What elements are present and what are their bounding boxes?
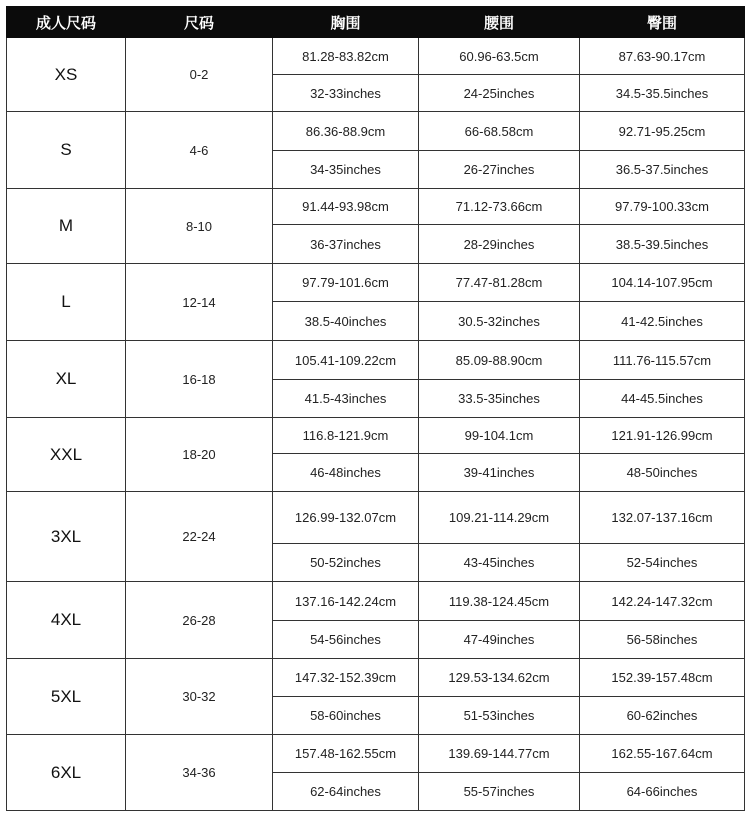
waist-inches: 51-53inches (419, 697, 580, 735)
hip-inches: 38.5-39.5inches (580, 225, 745, 264)
waist-inches: 33.5-35inches (419, 380, 580, 418)
chest-cm: 81.28-83.82cm (273, 38, 419, 75)
chest-inches: 38.5-40inches (273, 302, 419, 341)
hip-inches: 52-54inches (580, 544, 745, 582)
hip-cm: 92.71-95.25cm (580, 112, 745, 151)
header-size: 尺码 (126, 7, 273, 38)
waist-inches: 24-25inches (419, 75, 580, 112)
chest-cm: 105.41-109.22cm (273, 341, 419, 380)
size-label: L (7, 264, 126, 341)
waist-cm: 85.09-88.90cm (419, 341, 580, 380)
chest-inches: 46-48inches (273, 454, 419, 492)
chest-inches: 54-56inches (273, 621, 419, 659)
chest-cm: 91.44-93.98cm (273, 189, 419, 225)
waist-cm: 77.47-81.28cm (419, 264, 580, 302)
size-label: 5XL (7, 659, 126, 735)
waist-inches: 30.5-32inches (419, 302, 580, 341)
hip-cm: 104.14-107.95cm (580, 264, 745, 302)
size-label: XL (7, 341, 126, 418)
waist-cm: 99-104.1cm (419, 418, 580, 454)
size-number: 26-28 (126, 582, 273, 659)
chest-inches: 34-35inches (273, 151, 419, 189)
header-row (7, 7, 745, 38)
size-number: 22-24 (126, 492, 273, 582)
size-table (6, 6, 745, 811)
size-number: 4-6 (126, 112, 273, 189)
size-number: 8-10 (126, 189, 273, 264)
hip-cm: 87.63-90.17cm (580, 38, 745, 75)
chest-cm: 147.32-152.39cm (273, 659, 419, 697)
size-label: S (7, 112, 126, 189)
waist-cm: 71.12-73.66cm (419, 189, 580, 225)
hip-inches: 41-42.5inches (580, 302, 745, 341)
hip-inches: 60-62inches (580, 697, 745, 735)
size-label: M (7, 189, 126, 264)
chest-cm: 126.99-132.07cm (273, 492, 419, 544)
waist-inches: 47-49inches (419, 621, 580, 659)
header-adult-size: 成人尺码 (7, 7, 126, 38)
size-number: 30-32 (126, 659, 273, 735)
size-row-cm (7, 341, 745, 380)
waist-inches: 28-29inches (419, 225, 580, 264)
size-row-cm (7, 492, 745, 544)
size-label: 4XL (7, 582, 126, 659)
hip-cm: 97.79-100.33cm (580, 189, 745, 225)
chest-inches: 41.5-43inches (273, 380, 419, 418)
waist-cm: 119.38-124.45cm (419, 582, 580, 621)
hip-inches: 44-45.5inches (580, 380, 745, 418)
chest-cm: 116.8-121.9cm (273, 418, 419, 454)
size-row-cm (7, 264, 745, 302)
hip-cm: 162.55-167.64cm (580, 735, 745, 773)
size-label: 3XL (7, 492, 126, 582)
size-row-cm (7, 659, 745, 697)
hip-inches: 34.5-35.5inches (580, 75, 745, 112)
size-number: 34-36 (126, 735, 273, 811)
size-row-cm (7, 582, 745, 621)
waist-cm: 139.69-144.77cm (419, 735, 580, 773)
hip-inches: 36.5-37.5inches (580, 151, 745, 189)
size-row-cm (7, 418, 745, 454)
chest-inches: 50-52inches (273, 544, 419, 582)
waist-inches: 43-45inches (419, 544, 580, 582)
chest-inches: 36-37inches (273, 225, 419, 264)
waist-inches: 55-57inches (419, 773, 580, 811)
waist-inches: 39-41inches (419, 454, 580, 492)
hip-cm: 152.39-157.48cm (580, 659, 745, 697)
hip-cm: 132.07-137.16cm (580, 492, 745, 544)
size-number: 0-2 (126, 38, 273, 112)
size-row-cm (7, 38, 745, 75)
hip-inches: 56-58inches (580, 621, 745, 659)
size-row-cm (7, 735, 745, 773)
waist-inches: 26-27inches (419, 151, 580, 189)
size-row-cm (7, 112, 745, 151)
chest-inches: 32-33inches (273, 75, 419, 112)
header-waist: 腰围 (419, 7, 580, 38)
hip-cm: 111.76-115.57cm (580, 341, 745, 380)
size-number: 12-14 (126, 264, 273, 341)
chest-cm: 86.36-88.9cm (273, 112, 419, 151)
size-row-cm (7, 189, 745, 225)
waist-cm: 129.53-134.62cm (419, 659, 580, 697)
header-chest: 胸围 (273, 7, 419, 38)
hip-cm: 142.24-147.32cm (580, 582, 745, 621)
table-body (7, 38, 745, 811)
size-chart (6, 6, 745, 811)
chest-cm: 157.48-162.55cm (273, 735, 419, 773)
size-number: 18-20 (126, 418, 273, 492)
chest-cm: 137.16-142.24cm (273, 582, 419, 621)
chest-cm: 97.79-101.6cm (273, 264, 419, 302)
size-label: 6XL (7, 735, 126, 811)
chest-inches: 62-64inches (273, 773, 419, 811)
waist-cm: 66-68.58cm (419, 112, 580, 151)
hip-inches: 64-66inches (580, 773, 745, 811)
header-hip: 臀围 (580, 7, 745, 38)
hip-inches: 48-50inches (580, 454, 745, 492)
hip-cm: 121.91-126.99cm (580, 418, 745, 454)
size-label: XS (7, 38, 126, 112)
waist-cm: 109.21-114.29cm (419, 492, 580, 544)
size-label: XXL (7, 418, 126, 492)
chest-inches: 58-60inches (273, 697, 419, 735)
size-number: 16-18 (126, 341, 273, 418)
waist-cm: 60.96-63.5cm (419, 38, 580, 75)
